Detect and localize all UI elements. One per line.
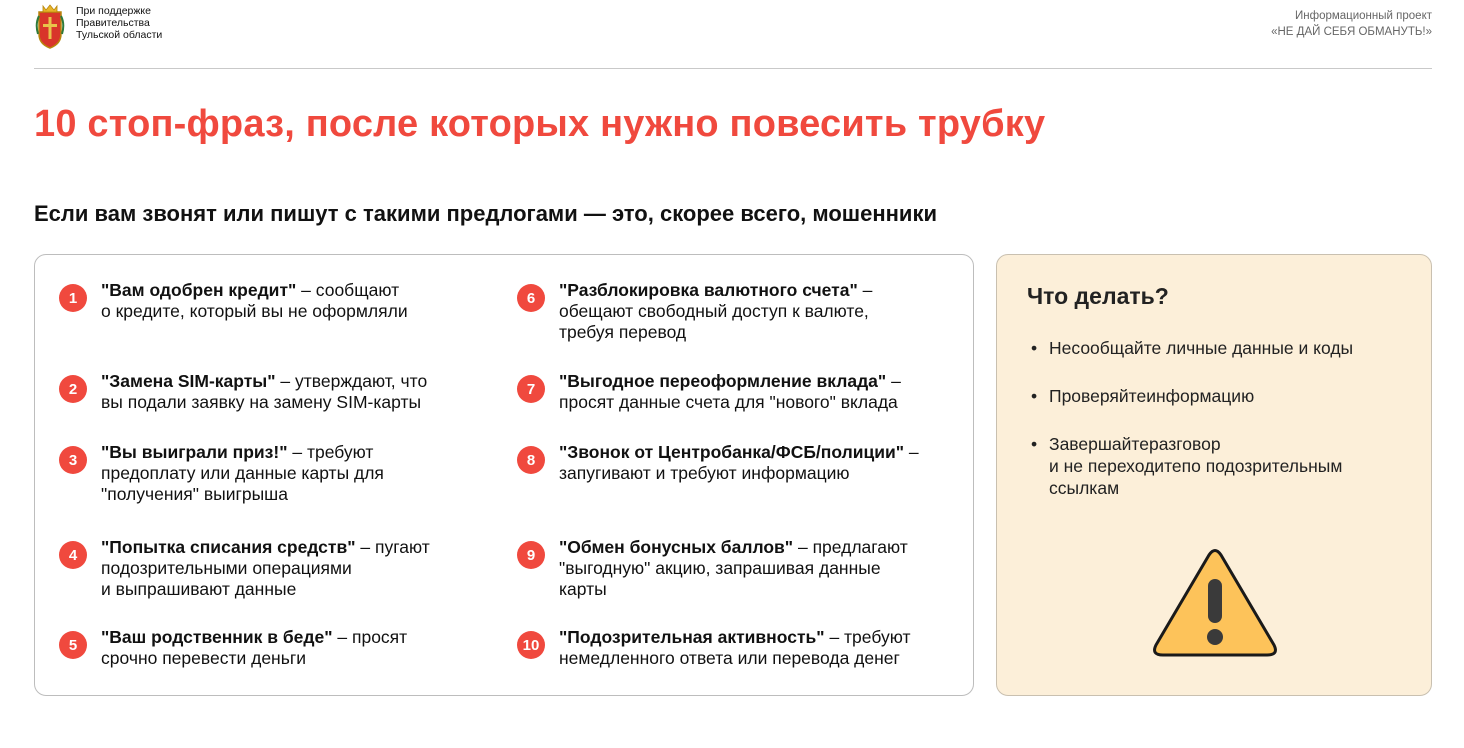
phrase-description: – предлагают "выгодную" акцию, запрашивая данные карты bbox=[559, 537, 908, 599]
phrase-description: – запугивают и требуют информацию bbox=[559, 442, 919, 483]
phrase-item bbox=[517, 442, 919, 484]
phrase-text bbox=[559, 371, 901, 413]
tula-region-crest-icon bbox=[34, 2, 66, 50]
phrase-item bbox=[59, 627, 407, 669]
phrase-item bbox=[59, 442, 384, 505]
phrase-number-badge: 2 bbox=[59, 375, 87, 403]
support-line: При поддержке bbox=[76, 5, 151, 17]
phrase-description: – просят данные счета для "нового" вклада bbox=[559, 371, 901, 412]
project-info bbox=[1271, 8, 1432, 40]
phrase-text bbox=[559, 627, 910, 669]
phrase-item bbox=[59, 280, 408, 322]
advice-item: • Несообщайте личные данные и коды bbox=[1031, 337, 1421, 359]
page-header bbox=[34, 0, 1432, 69]
page-subtitle: Если вам звонят или пишут с такими предлогами — это, скорее всего, мошенники bbox=[34, 201, 937, 226]
what-to-do-title: Что делать? bbox=[1027, 283, 1169, 309]
project-name: «НЕ ДАЙ СЕБЯ ОБМАНУТЬ!» bbox=[1271, 26, 1432, 38]
phrase-number-badge: 7 bbox=[517, 375, 545, 403]
phrase-quote: "Попытка списания средств" bbox=[101, 537, 356, 557]
phrase-text bbox=[559, 537, 908, 600]
phrase-description: – обещают свободный доступ к валюте, требуя перевод bbox=[559, 280, 873, 342]
what-to-do-card bbox=[996, 254, 1432, 696]
phrase-quote: "Разблокировка валютного счета" bbox=[559, 280, 858, 300]
phrase-description: – пугают подозрительными операциями и выпрашивают данные bbox=[101, 537, 430, 599]
phrase-number-badge: 8 bbox=[517, 446, 545, 474]
phrase-text bbox=[559, 280, 872, 343]
phrase-number-badge: 3 bbox=[59, 446, 87, 474]
phrase-quote: "Замена SIM-карты" bbox=[101, 371, 276, 391]
phrase-description: – сообщают о кредите, который вы не оформляли bbox=[101, 280, 408, 321]
what-to-do-list bbox=[1031, 337, 1421, 525]
phrase-description: – утверждают, что вы подали заявку на замену SIM-карты bbox=[101, 371, 428, 412]
warning-triangle-icon bbox=[1151, 547, 1279, 659]
phrase-quote: "Выгодное переоформление вклада" bbox=[559, 371, 887, 391]
phrase-description: – требуют немедленного ответа или перевода денег bbox=[559, 627, 911, 668]
phrase-quote: "Звонок от Центробанка/ФСБ/полиции" bbox=[559, 442, 905, 462]
advice-item: • Проверяйтеинформацию bbox=[1031, 385, 1421, 407]
phrase-text bbox=[101, 280, 408, 322]
stop-phrases-card bbox=[34, 254, 974, 696]
phrase-item bbox=[517, 371, 901, 413]
page-title: 10 стоп-фраз, после которых нужно повесить трубку bbox=[34, 103, 1046, 145]
phrase-quote: "Вы выиграли приз!" bbox=[101, 442, 288, 462]
phrase-number-badge: 4 bbox=[59, 541, 87, 569]
support-line: Тульской области bbox=[76, 29, 163, 41]
phrase-number-badge: 5 bbox=[59, 631, 87, 659]
phrase-quote: "Обмен бонусных баллов" bbox=[559, 537, 794, 557]
phrase-quote: "Подозрительная активность" bbox=[559, 627, 825, 647]
phrase-quote: "Вам одобрен кредит" bbox=[101, 280, 297, 300]
phrase-quote: "Ваш родственник в беде" bbox=[101, 627, 333, 647]
phrase-text bbox=[101, 627, 407, 669]
support-text bbox=[76, 5, 162, 41]
phrase-item bbox=[59, 537, 430, 600]
project-line: Информационный проект bbox=[1294, 10, 1432, 22]
phrase-number-badge: 1 bbox=[59, 284, 87, 312]
phrase-item bbox=[59, 371, 427, 413]
phrase-description: – просят срочно перевести деньги bbox=[101, 627, 408, 668]
support-line: Правительства bbox=[76, 17, 150, 29]
phrase-item bbox=[517, 537, 908, 600]
phrase-number-badge: 9 bbox=[517, 541, 545, 569]
phrase-text bbox=[101, 537, 430, 600]
advice-item: • Завершайтеразговор и не переходитепо подозрительным ссылкам bbox=[1031, 433, 1421, 499]
phrase-number-badge: 6 bbox=[517, 284, 545, 312]
phrase-text bbox=[101, 371, 427, 413]
phrase-item bbox=[517, 280, 872, 343]
support-logo bbox=[34, 2, 162, 50]
phrase-item bbox=[517, 627, 910, 669]
phrase-text bbox=[559, 442, 919, 484]
phrase-text bbox=[101, 442, 384, 505]
phrase-number-badge: 10 bbox=[517, 631, 545, 659]
phrase-description: – требуют предоплату или данные карты для "получения" выигрыша bbox=[101, 442, 384, 504]
